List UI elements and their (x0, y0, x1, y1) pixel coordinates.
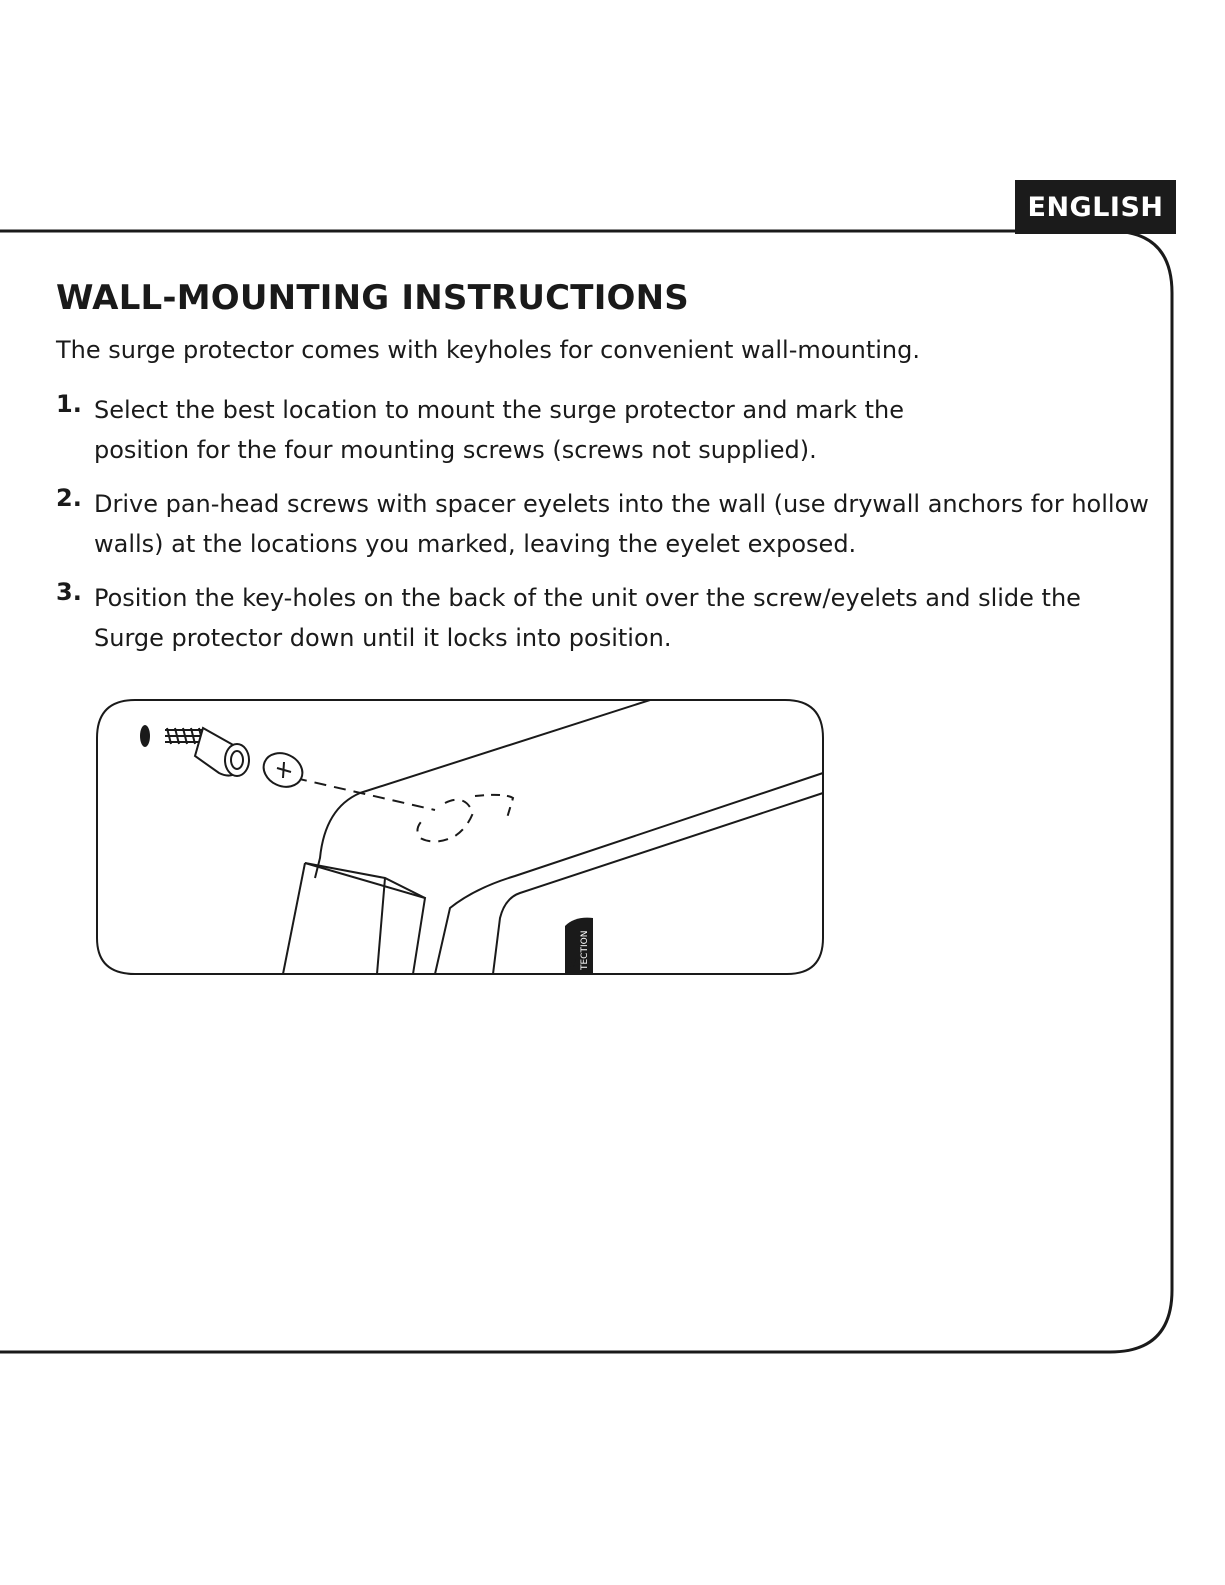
keyhole-guide (295, 778, 435, 810)
language-tab: ENGLISH (1015, 180, 1176, 234)
wall-hole-icon (140, 725, 150, 747)
step-number: 3. (56, 578, 82, 606)
step-text: Select the best location to mount the surge protector and mark the position for the four mounting screws (screws not supplied). (94, 396, 904, 464)
step-text: Drive pan-head screws with spacer eyelets into the wall (use drywall anchors for hollow walls) at the locations you marked, leaving the eyelet exposed. (94, 490, 1149, 558)
unit-label-line-2: TECTION (580, 930, 590, 970)
step-text: Position the key-holes on the back of the unit over the screw/eyelets and slide the Surge protector down until it locks into position. (94, 584, 1081, 652)
intro-text: The surge protector comes with keyholes for convenient wall-mounting. (56, 336, 920, 364)
screw-icon (165, 728, 308, 793)
step-number: 1. (56, 390, 82, 418)
unit-body (315, 700, 650, 878)
unit-label-line-1: RGE (569, 951, 579, 970)
page-title: WALL-MOUNTING INSTRUCTIONS (56, 278, 689, 318)
unit-end-cap (305, 863, 425, 974)
step-number: 2. (56, 484, 82, 512)
wall-mounting-illustration (95, 698, 825, 978)
